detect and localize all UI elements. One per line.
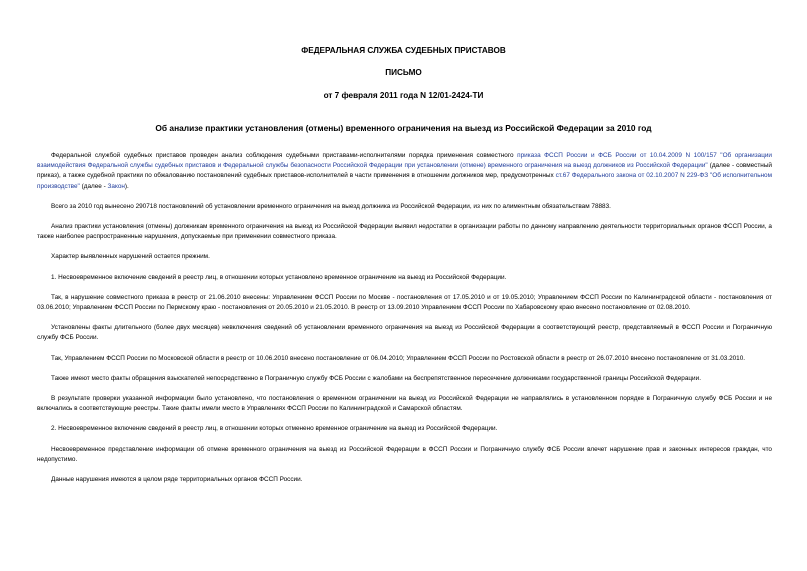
- agency-heading: ФЕДЕРАЛЬНАЯ СЛУЖБА СУДЕБНЫХ ПРИСТАВОВ: [301, 46, 506, 55]
- paragraph-intro: [37, 151, 772, 192]
- paragraph-2: Всего за 2010 год вынесено 290718 постановлений об установлении временного ограничения на выезд должника из Российской Федерации, из них по алиментным обязательствам 78883.: [51, 202, 611, 210]
- paragraph-6: Так, в нарушение совместного приказа в реестр от 21.06.2010 внесены: Управлением ФССП России по Москве - постановления от 17.05.2010 и от 19.05.2010; Управлением ФССП России по Калининградской области - постановления от 03.06.2010; Управлением ФССП России по Пермскому краю - постановления от 20.05.2010 и 21.05.2010. В реестр от 13.09.2010 Управлением ФССП России по Хабаровскому краю внесено постановление от 02.08.2010.: [37, 293, 772, 312]
- intro-text-2: (далее - совместный приказ), а также судебной практики по обжалованию постановлений судебных приставов-исполнителей в части применения в отношении должников мер, предусмотренных: [37, 162, 772, 180]
- paragraph-13: Данные нарушения имеются в целом ряде территориальных органов ФССП России.: [51, 476, 303, 484]
- document-type-heading: ПИСЬМО: [385, 68, 422, 77]
- date-number-heading: от 7 февраля 2011 года N 12/01-2424-ТИ: [323, 91, 484, 100]
- paragraph-12: Несвоевременное представление информации об отмене временного ограничения на выезд из Российской Федерации в ФССП России и Пограничную службу ФСБ России влечет нарушение прав и законных интересов граждан, что недопустимо.: [37, 445, 772, 463]
- paragraph-11: 2. Несвоевременное включение сведений в реестр лиц, в отношении которых отменено временное ограничение на выезд из Российской Федерации.: [51, 425, 498, 433]
- joint-order-link[interactable]: приказа ФССП России и ФСБ России от 10.04.2009 N 100/157 "Об организации взаимодействия Федеральной службы судебных приставов и Федеральной службы безопасности Российской Федерации при установлении (отмене) временного ограничения на выезд должников из Российской Федерации": [37, 152, 772, 170]
- paragraph-10: В результате проверки указанной информации было установлено, что постановления о временном ограничении на выезд из Российской Федерации не направлялись в установленном порядке в Пограничную службу ФСБ России и не включались в соответствующие реестры. Такие факты имели место в Управлениях ФССП России по Калининградской и Самарской областям.: [37, 395, 772, 413]
- paragraph-9: Также имеют место факты обращения взыскателей непосредственно в Пограничную службу ФСБ России с жалобами на беспрепятственное пересечение должниками государственной границы Российской Федерации.: [51, 374, 701, 382]
- document-body: [37, 151, 772, 495]
- paragraph-7: Установлены факты длительного (более двух месяцев) невключения сведений об установлении временного ограничения на выезд из Российской Федерации в соответствующий реестр, представляемый в ФССП России и Пограничную службу ФСБ России.: [37, 324, 772, 342]
- law-article-link[interactable]: ст.67 Федерального закона от 02.10.2007 N 229-ФЗ "Об исполнительном производстве": [37, 172, 772, 190]
- intro-text-1: Федеральной службой судебных приставов проведен анализ соблюдения судебными приставами-исполнителями порядка применения совместного: [51, 152, 518, 159]
- intro-text-4: ).: [124, 182, 129, 190]
- document-title: Об анализе практики установления (отмены) временного ограничения на выезд из Российской Федерации за 2010 год: [155, 123, 652, 133]
- intro-text-3: (далее -: [79, 182, 108, 190]
- law-link[interactable]: Закон: [107, 182, 125, 190]
- paragraph-5: 1. Несвоевременное включение сведений в реестр лиц, в отношении которых установлено временное ограничение на выезд из Российской Федерации.: [51, 273, 507, 281]
- paragraph-8: Так, Управлением ФССП России по Московской области в реестр от 10.06.2010 внесено постановление от 06.04.2010; Управлением ФССП России по Ростовской области в реестр от 26.07.2010 внесено постановление от 31.03.2010.: [51, 354, 746, 362]
- paragraph-3: Анализ практики установления (отмены) должникам временного ограничения на выезд из Российской Федерации выявил недостатки в организации работы по данному направлению деятельности территориальных органов ФССП России, а также наиболее распространенные нарушения, допускаемые при применении совместного приказа.: [37, 223, 772, 241]
- paragraph-4: Характер выявленных нарушений остается прежним.: [51, 253, 210, 261]
